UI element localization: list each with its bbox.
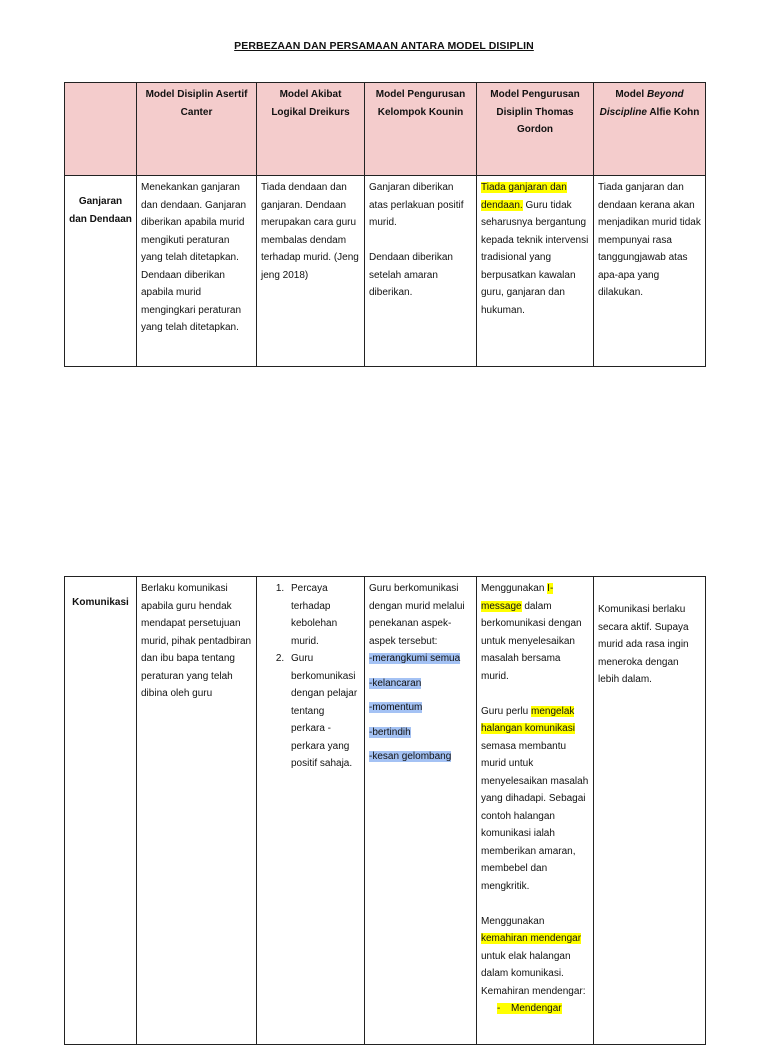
header-canter: Model Disiplin Asertif Canter	[137, 83, 257, 176]
kounin-ganjaran-p1: Ganjaran diberikan atas perlakuan positif murid.	[369, 182, 464, 228]
header-gordon: Model Pengurusan Disiplin Thomas Gordon	[477, 83, 594, 176]
kounin-aspect-4: -bertindih	[369, 726, 411, 738]
cell-komunikasi-dreikurs	[257, 577, 365, 1045]
header-kohn-prefix: Model	[615, 89, 647, 100]
cell-komunikasi-gordon	[477, 577, 594, 1045]
cell-ganjaran-dreikurs: Tiada dendaan dan ganjaran. Dendaan merupakan cara guru membalas dendam terhadap murid. (Jeng jeng 2018)	[257, 176, 365, 367]
dreikurs-list-item-1: 1. Percaya terhadap kebolehan murid.	[287, 580, 360, 650]
cell-ganjaran-canter: Menekankan ganjaran dan dendaan. Ganjaran diberikan apabila murid mengikuti peraturan yang telah ditetapkan. Dendaan diberikan apabila murid mengingkari peraturan yang telah ditetapkan.	[137, 176, 257, 367]
table-row-komunikasi	[65, 577, 706, 1045]
gordon-p1-highlight: I-message	[481, 583, 554, 612]
cell-komunikasi-kohn: Komunikasi berlaku secara aktif. Supaya murid ada rasa ingin meneroka dengan lebih dalam.	[594, 577, 706, 1045]
gordon-p3-text-b: untuk elak halangan dalam komunikasi.	[481, 950, 571, 979]
gordon-p2-highlight: mengelak halangan komunikasi	[481, 705, 575, 734]
gordon-p1-text-b: dalam berkomunikasi dengan untuk menyelesaikan masalah bersama murid.	[481, 600, 582, 682]
row-label-komunikasi: Komunikasi	[65, 577, 137, 1045]
comparison-table-part-1	[64, 82, 706, 367]
header-empty-cell	[65, 83, 137, 176]
gordon-p1-text-a: Menggunakan	[481, 583, 548, 594]
gordon-p2-text-b: semasa membantu murid untuk menyelesaikan masalah yang dihadapi. Sebagai contoh halangan komunikasi ialah memberikan amaran, membebel dan mengkritik.	[481, 740, 589, 892]
cell-komunikasi-canter: Berlaku komunikasi apabila guru hendak mendapat persetujuan murid, pihak pentadbiran dan ibu bapa tentang peraturan yang telah dibina oleh guru	[137, 577, 257, 1045]
header-kohn	[594, 83, 706, 176]
header-kounin: Model Pengurusan Kelompok Kounin	[365, 83, 477, 176]
header-kohn-suffix: Alfie Kohn	[646, 106, 700, 118]
gordon-p3-text-a: Menggunakan	[481, 915, 545, 927]
kounin-aspect-5: -kesan gelombang	[369, 751, 452, 762]
gordon-ganjaran-highlight: Tiada ganjaran dan dendaan.	[481, 182, 567, 211]
gordon-ganjaran-text: Guru tidak seharusnya bergantung kepada teknik intervensi tradisional yang berpusatkan kawalan guru, ganjaran dan hukuman.	[481, 199, 589, 316]
cell-ganjaran-gordon	[477, 176, 594, 367]
row-label-ganjaran: Ganjaran dan Dendaan	[65, 176, 137, 367]
gordon-list-item	[481, 1000, 589, 1018]
gordon-p3-highlight: kemahiran mendengar	[481, 933, 582, 944]
table-header-row	[65, 83, 706, 176]
gordon-p2-text-a: Guru perlu	[481, 705, 532, 717]
gordon-komunikasi-p4: Kemahiran mendengar:	[481, 985, 586, 997]
cell-ganjaran-kounin	[365, 176, 477, 367]
kounin-ganjaran-p2: Dendaan diberikan setelah amaran diberikan.	[369, 252, 453, 298]
gordon-komunikasi-p1	[481, 580, 589, 685]
cell-ganjaran-kohn: Tiada ganjaran dan dendaan kerana akan menjadikan murid tidak mempunyai rasa tanggungjawab atas apa-apa yang dilakukan.	[594, 176, 706, 367]
kounin-komunikasi-intro: Guru berkomunikasi dengan murid melalui penekanan aspek-aspek tersebut:	[369, 583, 465, 647]
gordon-list-dash: -	[497, 1003, 501, 1014]
comparison-table-part-2	[64, 576, 706, 1045]
header-dreikurs: Model Akibat Logikal Dreikurs	[257, 83, 365, 176]
cell-komunikasi-kounin	[365, 577, 477, 1045]
kounin-aspect-3: -momentum	[369, 702, 423, 713]
gordon-komunikasi-p2	[481, 703, 589, 896]
kounin-aspect-1: -merangkumi semua	[369, 653, 461, 664]
gordon-list-highlight	[497, 1003, 562, 1014]
document-title: PERBEZAAN DAN PERSAMAAN ANTARA MODEL DISIPLIN	[234, 40, 534, 52]
header-kohn-italic: Beyond Discipline	[599, 89, 684, 118]
gordon-list-text: Mendengar	[511, 1003, 562, 1014]
dreikurs-list-item-2: 2. Guru berkomunikasi dengan pelajar tentang perkara - perkara yang positif sahaja.	[287, 650, 360, 773]
dreikurs-numbered-list	[261, 580, 360, 773]
kounin-aspect-2: -kelancaran	[369, 677, 422, 689]
gordon-komunikasi-p3	[481, 913, 589, 983]
table-row-ganjaran	[65, 176, 706, 367]
